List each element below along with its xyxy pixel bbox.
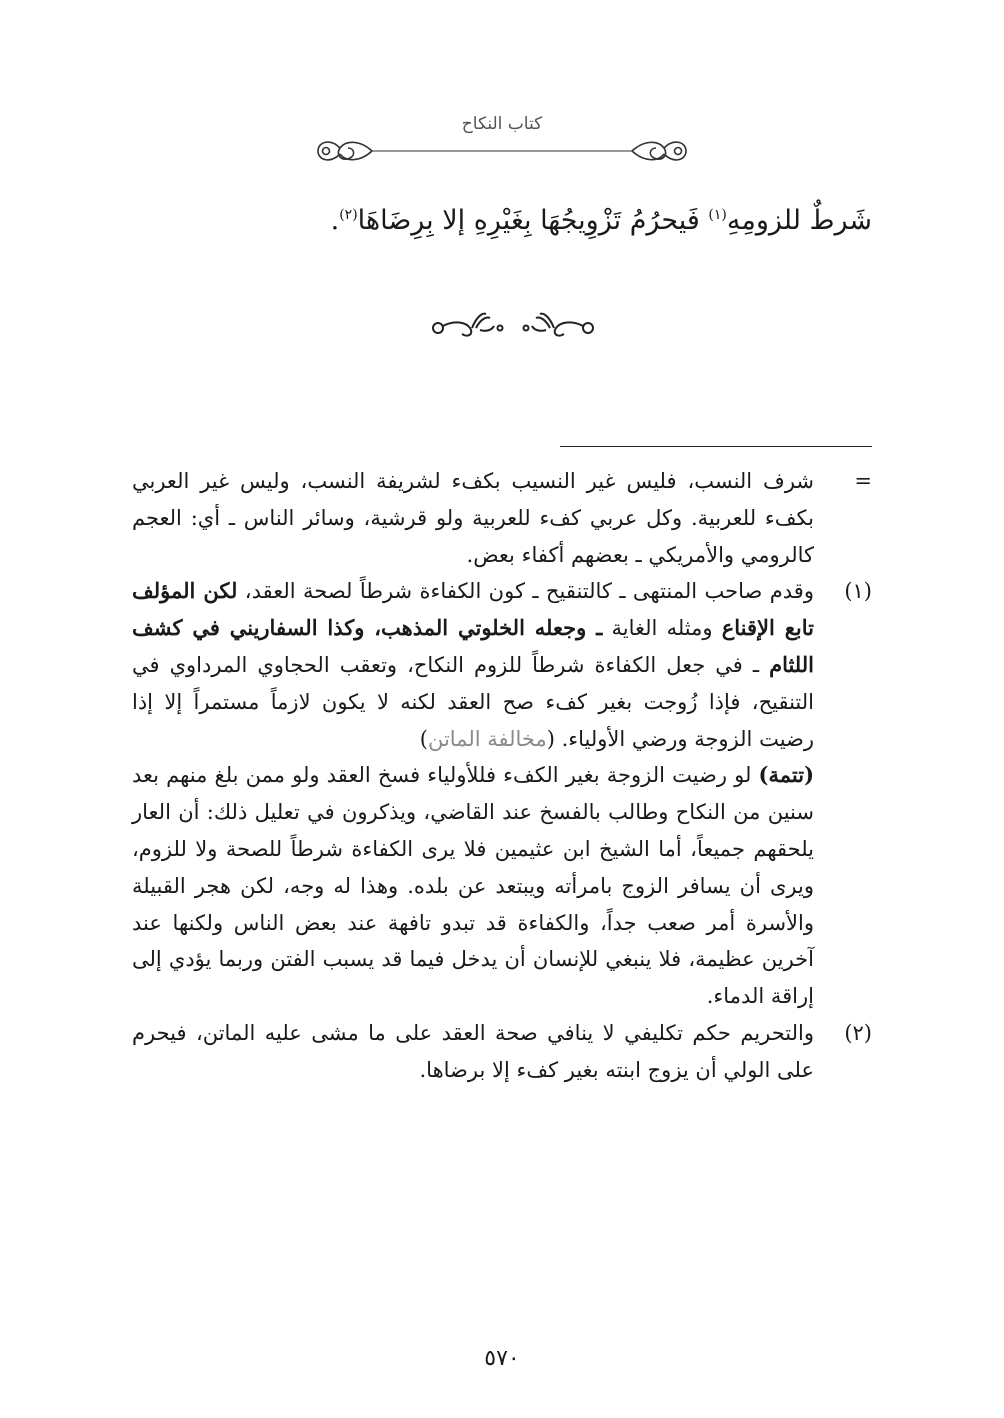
footnotes [132, 463, 872, 1089]
main-text [132, 190, 872, 246]
footnote-text: شرف النسب، فليس غير النسيب بكفء لشريفة النسب، وليس غير العربي بكفء للعربية. وكل عربي كفء للعربية ولو قرشية، وسائر الناس ـ أي: العجم كالرومي والأمريكي ـ بعضهم أكفاء بعض. [132, 469, 814, 567]
footnote-text: وقدم صاحب المنتهى ـ كالتنقيح ـ كون الكفاءة شرطاً لصحة العقد، [237, 579, 814, 604]
footnote-ref-2[interactable]: (٢) [339, 207, 358, 223]
footnote-text: ـ في جعل الكفاءة شرطاً للزوم النكاح، وتعقب الحجاوي المرداوي في التنقيح، فإذا زُوجت بغير كفء صح العقد لكنه لا يكون لازماً مستمراً إلا إذا رضيت الزوجة ورضي الأولياء. ( [132, 652, 814, 751]
footnote-paragraph [132, 573, 814, 757]
footnote-text: لو رضيت الزوجة بغير الكفء فللأولياء فسخ العقد ولو ممن بلغ منهم بعد سنين من النكاح وطالب بالفسخ عند القاضي، ويذكرون في تعليل ذلك: أن العار يلحقهم جميعاً، أما الشيخ ابن عثيمين فلا يرى الكفاءة شرطاً للصحة ولا للزوم، ويرى أن يسافر الزوج بامرأته ويبتعد عن بلده. وهذا له وجه، لكن هجر القبيلة والأسرة أمر صعب جداً، والكفاءة قد تبدو تافهة عند بعض الناس ولكنها عند آخرين عظيمة، فلا ينبغي للإنسان أن يدخل فيما قد يسبب الفتن وربما يؤدي إلى إراقة الدماء. [132, 763, 814, 1009]
footnote-2 [132, 1015, 872, 1089]
footnote-ref-1[interactable]: (١) [708, 207, 727, 223]
footnote-paragraph [132, 757, 814, 1015]
footnote-separator [560, 446, 872, 447]
page-number: ٥٧٠ [484, 1346, 520, 1371]
footnote-text: ) [419, 726, 428, 751]
main-text-part1: شَرطٌ للزومِهِ [726, 205, 872, 236]
running-header-title: كتاب النكاح [461, 114, 543, 134]
footnote-marker: (١) [844, 579, 872, 604]
header-ornament-rule [310, 128, 694, 174]
footnote-1 [132, 573, 872, 1015]
main-text-end: . [330, 205, 340, 236]
footnote-bold-text: (تتمة) [758, 762, 814, 788]
section-divider-ornament [428, 304, 598, 348]
footnote-marker: (٢) [844, 1020, 872, 1045]
footnote-marker: = [854, 469, 872, 493]
footnote-text: والتحريم حكم تكليفي لا ينافي صحة العقد على ما مشى عليه الماتن، فيحرم على الولي أن يزوج ابنته بغير كفء إلا برضاها. [132, 1020, 814, 1082]
footnote-text: ومثله الغاية [602, 616, 722, 641]
footnote-accent-label: مخالفة الماتن [427, 726, 547, 751]
footnote-continuation [132, 463, 872, 573]
main-text-part2: فَيحرُمُ تَزْوِيجُهَا بِغَيْرِهِ إلا بِرِضَاهَا [357, 205, 709, 236]
footnote-bold-text: لكن المؤلف تابع الإقناع [132, 578, 814, 641]
footnote-bold-text: ـ وجعله الخلوتي المذهب، وكذا السفاريني في كشف اللثام [132, 615, 814, 677]
